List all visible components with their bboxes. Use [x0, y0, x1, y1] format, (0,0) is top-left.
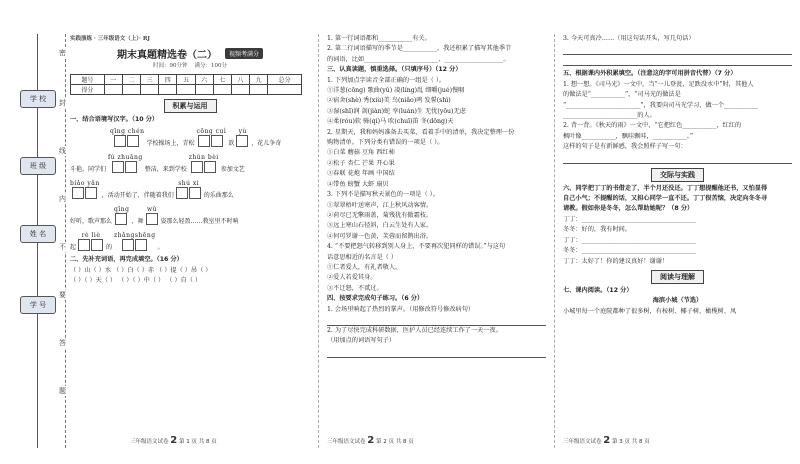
score-cell: 三	[141, 74, 159, 84]
pinyin: cōng cuì	[196, 128, 227, 136]
text: 的乐曲那么	[203, 192, 234, 200]
answer-line[interactable]	[563, 56, 792, 66]
score-cell: 题号	[71, 74, 105, 84]
score-cell: 四	[159, 74, 177, 84]
text: 斗艳。同学们	[70, 166, 107, 174]
question-line[interactable]: 这样的句子是有新鲜感，我会照样子写一句：	[563, 143, 687, 151]
exam-time: 时间：90分钟	[153, 63, 188, 70]
question-line[interactable]: 1. 下列加点字读音全部正确的一组是（ ）。	[327, 76, 446, 84]
pinyin: biǎo yǎn	[70, 180, 100, 188]
char-grid[interactable]	[122, 239, 148, 251]
option-line: ③春联 花炮 年画 中国结	[327, 170, 395, 178]
char-grid[interactable]	[191, 161, 217, 173]
question-line[interactable]: 1. 想一想。《司马光》一文中，当“一儿登瓮，足跌没水中”时，其他人	[563, 80, 754, 88]
score-input[interactable]	[122, 84, 140, 94]
score-table	[70, 74, 302, 95]
exam-sheet	[10, 34, 793, 448]
pinyin: yù	[238, 128, 247, 136]
score-cell: 五	[177, 74, 195, 84]
page-footer	[130, 435, 217, 446]
text: 的	[106, 244, 113, 252]
pinyin: rè liè	[81, 232, 101, 240]
option-line: ④柔(róu)软 骑(qí)马 吹(chuī)笛 冬(dōng)天	[327, 118, 454, 126]
text: 起	[70, 244, 77, 252]
page-title: 期末真题精选卷（二）	[116, 49, 217, 61]
question-line[interactable]: 2. 为了尽快完成科研数据，医护人员已经连续工作了一天一夜。	[327, 326, 502, 334]
question-2: 二、先补充词语，再完成填空。（16 分）	[70, 256, 183, 264]
question-line[interactable]: 的词语，比如________________________、___________________。	[327, 55, 510, 63]
question-line[interactable]: 1. 会场里响起了热烈的掌声。（用修改符号修改病句）	[327, 305, 475, 313]
question-line[interactable]: （ ）（ ）天（ ） （ ）（ ）中（ ） （ ）自（ ）	[70, 277, 202, 285]
score-input[interactable]	[104, 84, 122, 94]
pinyin: fú zhuāng	[108, 154, 143, 162]
score-cell: 得分	[71, 84, 105, 94]
seal-char: 内	[59, 195, 66, 203]
question-line[interactable]: 1. 第一行词语都和___________有关。	[327, 35, 431, 42]
option-line: ①翠翠梧叶送寒声，江上秋风动客情。	[327, 201, 433, 209]
question-line: 六、同学把丁丁的书借走了，半个月还没还。丁丁想提醒他还书，又怕显得	[563, 184, 768, 192]
text: ，活动开始了，伴随着我们	[101, 192, 174, 200]
section-title: 五、根据课内外积累填空。（注意这的字可用拼音代替）（7 分）	[563, 70, 737, 78]
seal-char: 题	[59, 387, 66, 395]
pinyin: wǔ	[147, 206, 157, 214]
char-grid[interactable]	[115, 213, 128, 225]
char-grid[interactable]	[114, 135, 140, 147]
seal-char: 答	[59, 339, 66, 347]
name-field[interactable]: 姓 名	[20, 225, 56, 243]
dialogue-line: 冬冬：好的，我有时间。	[563, 226, 632, 234]
score-input[interactable]	[159, 84, 177, 94]
seal-char: 要	[59, 291, 66, 299]
question-line[interactable]: 枫叶像___________，飘哇飘哇，___________。”	[563, 132, 694, 140]
question-line: 自己小气；不提醒的话，又担心同学一直不还。丁丁很苦恼，决定向冬冬寻	[563, 195, 768, 203]
char-grid[interactable]	[72, 187, 98, 199]
question-line[interactable]: 话意思相近的名言是（ ）	[327, 253, 398, 261]
char-grid[interactable]	[112, 161, 138, 173]
seal-char: 密	[59, 49, 66, 57]
question-line[interactable]: ________________________的人。	[563, 112, 656, 120]
option-line: ②宿舍(shè) 秀(xiù)美 鸟(niǎo)鸣 发誓(shì)	[327, 97, 451, 105]
footer-text: 三年级语文试卷	[563, 439, 602, 445]
footer-page: 第 1 页 共 8 页	[178, 439, 217, 445]
answer-line[interactable]	[327, 348, 546, 358]
question-1: 一、结合语境写汉字。（10 分）	[70, 115, 159, 123]
text: 姿那么轻盈……教室里不时响	[160, 218, 239, 226]
score-cell: 六	[195, 74, 213, 84]
answer-line[interactable]	[563, 154, 792, 164]
footer-page: 第 2 页 共 8 页	[375, 439, 414, 445]
char-grid[interactable]	[176, 187, 202, 199]
id-field[interactable]: 学 号	[20, 296, 56, 314]
footer-text: 三年级语文试卷	[327, 439, 366, 445]
score-input[interactable]	[250, 84, 268, 94]
pinyin: shú xi	[178, 180, 200, 188]
question-line[interactable]: （ ）山（ ）水 （ ）白（ ）赤 （ ）提（ ）吊（ ）	[70, 266, 212, 274]
page-footer	[563, 435, 650, 446]
question-line[interactable]: （用加点的词语写句子）	[327, 337, 396, 345]
option-line: ③远上寒山石径斜，白云生处有人家。	[327, 222, 433, 230]
text: ，花儿争奇	[251, 140, 282, 148]
text: 整洁，来到学校	[144, 166, 187, 174]
score-row-header	[71, 74, 302, 84]
exam-meta	[70, 61, 310, 71]
pinyin-row	[70, 203, 310, 225]
score-input[interactable]	[231, 84, 249, 94]
option-line: ①仁者爱人，有礼者敬人。	[327, 263, 402, 271]
question-line[interactable]: 2. 背一背。《秋天的雨》一文中，“它把红色___________，红红的	[563, 122, 742, 130]
score-row-values	[71, 84, 302, 94]
page-3-column	[554, 34, 792, 448]
score-cell: 总分	[268, 74, 302, 84]
char-grid[interactable]	[78, 239, 104, 251]
option-line: ③湿(shī)润 剑(jiàn)蛇 孪(luán)生 无忧(yōu)无虑	[327, 107, 466, 115]
char-grid[interactable]	[198, 135, 224, 147]
student-info-sidebar	[10, 34, 66, 448]
series-label: 实践演练 · 三年级语文（上）· RJ	[70, 36, 150, 42]
school-field[interactable]: 学 校	[20, 90, 56, 108]
page-1-column	[70, 34, 310, 448]
score-cell: 九	[250, 74, 268, 84]
seal-char: 封	[59, 99, 66, 107]
text: 。	[157, 244, 164, 252]
footer-num: 2	[367, 435, 375, 446]
pinyin-row	[70, 151, 310, 173]
score-cell: 八	[231, 74, 249, 84]
pinyin: zhǎngshēng	[114, 232, 156, 240]
option-line: ②荷尽已无擎雨盖，菊残犹有傲霜枝。	[327, 211, 433, 219]
question-line[interactable]: 购物清单。下列分类有错误的一项是（ ）。	[327, 139, 444, 147]
question-line[interactable]: 3. 今天可真冷……（用这句话开头，写几句话）	[563, 35, 695, 42]
score-input[interactable]	[141, 84, 159, 94]
dialogue-line[interactable]: 丁丁：_____________________________________	[563, 236, 697, 244]
page-footer	[327, 435, 414, 446]
section-title: 三、认真读题，慎重选择。（只填序号）（12 分）	[327, 66, 462, 74]
footer-text: 三年级语文试卷	[130, 439, 169, 445]
dialogue-line[interactable]: 冬冬：_____________________________________	[563, 247, 697, 255]
option-line: ①洋葱(cōng) 歌曲(yǔ) 凌(líng)乱 细嚼(jué)慢咽	[327, 87, 465, 95]
option-line: ④带鱼 螃蟹 大虾 扇贝	[327, 180, 389, 188]
text: 好听，歌声那么	[70, 218, 113, 226]
score-input[interactable]	[177, 84, 195, 94]
question-line[interactable]: 2. 第二行词语描写的季节是___________，我还积累了描写其他季节	[327, 45, 512, 53]
section-header: 交际与实践	[651, 168, 704, 182]
pinyin-row	[70, 177, 310, 199]
score-cell: 七	[213, 74, 231, 84]
section-title: 七、课内阅读。（12 分）	[563, 286, 633, 294]
score-cell: 二	[122, 74, 140, 84]
text: 学校操场上，青松	[146, 140, 195, 148]
score-input[interactable]	[213, 84, 231, 94]
question-line[interactable]: 3. 下列不是描写秋天景色的一项是（ ）。	[327, 191, 439, 199]
dialogue-line[interactable]: 丁丁：_____________________________________	[563, 215, 697, 223]
dialogue-line: 丁丁：太好了！你的建议真好！谢谢！	[563, 257, 669, 265]
question-line[interactable]: 4. “不要把怒气转移到别人身上，不要再次犯同样的错误。”与这句	[327, 243, 506, 251]
reading-text: 小城里每一个庭院都种了很多树，有桉树、椰子树、橄榄树、凤	[563, 307, 737, 315]
seal-char: 线	[59, 147, 66, 155]
question-line[interactable]: “________________________”，我要向司马光学习，做一个___________	[563, 101, 759, 109]
text: 欲	[228, 140, 235, 148]
char-grid[interactable]	[236, 135, 249, 147]
option-line: ①白菜 蘑菇 豆角 西红柿	[327, 149, 395, 157]
option-line: ③不迁怒，不贰过。	[327, 284, 383, 292]
option-line: ④何可罗谢一色黄，芙蓉而留鹊出浴。	[327, 232, 433, 240]
pinyin: qīng	[114, 206, 130, 214]
class-field[interactable]: 班 级	[20, 157, 56, 175]
question-line: 请教。假如你是冬冬，怎么帮助她呢？（8 分）	[563, 205, 694, 213]
score-input[interactable]	[268, 84, 302, 94]
page-2-column	[318, 34, 546, 448]
question-line[interactable]: 的做法是“___________”，“司马光的做法是	[563, 91, 681, 99]
footer-num: 2	[170, 435, 178, 446]
pinyin-row	[70, 125, 310, 147]
footer-num: 2	[603, 435, 611, 446]
text: ，舞	[131, 218, 144, 226]
question-line[interactable]: 2. 星期天，我和妈妈准备去买菜，看着手中的清单，我决定整理一份	[327, 128, 515, 136]
exam-score: 满分：100分	[194, 63, 227, 70]
pinyin-row	[70, 229, 310, 251]
option-line: ②爱人若爱其身。	[327, 274, 377, 282]
option-line: ②松子 杏仁 芒果 开心果	[327, 159, 395, 167]
reading-title: 海滨小城（节选）	[652, 297, 703, 305]
video-badge[interactable]: 视频考满分	[225, 48, 263, 59]
text: 参加文艺	[220, 166, 245, 174]
score-cell: 一	[104, 74, 122, 84]
footer-page: 第 3 页 共 8 页	[611, 439, 650, 445]
char-grid[interactable]	[146, 213, 159, 225]
section-title: 四、按要求完成句子练习。（6 分）	[327, 295, 424, 303]
answer-line[interactable]	[327, 316, 546, 326]
pinyin: qīng chén	[110, 128, 145, 136]
score-input[interactable]	[195, 84, 213, 94]
answer-line[interactable]	[563, 45, 792, 55]
seal-char: 不	[59, 243, 66, 251]
section-header: 积累与运用	[164, 99, 217, 113]
section-header: 阅读与理解	[651, 270, 704, 284]
pinyin: zhǔn bèi	[188, 154, 219, 162]
